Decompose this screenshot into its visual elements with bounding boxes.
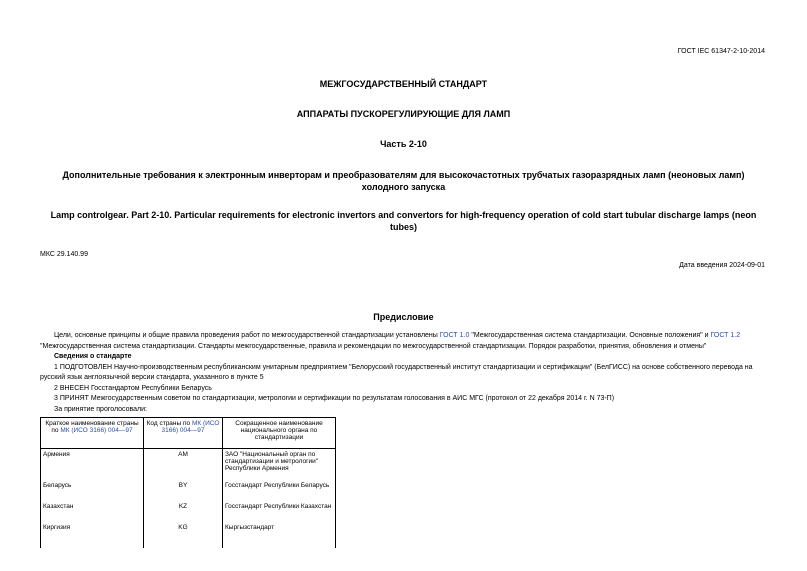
code-cell: KZ <box>144 501 223 522</box>
preface-paragraph <box>40 331 771 352</box>
mk-iso-link[interactable]: МК (ИСО 3166) 004—97 <box>60 427 133 434</box>
org-cell: Кыргызстандарт <box>223 522 336 548</box>
part-title: Часть 2-10 <box>380 139 427 149</box>
table-row <box>41 480 336 501</box>
subtitle-ru: Дополнительные требования к электронным инверторам и преобразователям для высокочастотных трубчатых газоразрядных ламп (неоновых ламп) холодного запуска <box>62 170 745 192</box>
gost-1-0-link[interactable]: ГОСТ 1.0 <box>439 332 470 339</box>
org-cell: Госстандарт Республики Казахстан <box>223 501 336 522</box>
org-cell: Госстандарт Республики Беларусь <box>223 480 336 501</box>
code-cell: AM <box>144 449 223 481</box>
country-cell: Казахстан <box>41 501 144 522</box>
table-row <box>41 449 336 481</box>
voting-table <box>40 417 336 548</box>
country-cell: Беларусь <box>41 480 144 501</box>
table-row <box>41 501 336 522</box>
text-span: "Межгосударственная система стандартизации. Стандарты межгосударственные, правила и рекомендации по межгосударственной стандартизации. Порядок разработки, принятия, обновления и отмены" <box>40 342 707 350</box>
intro-date: Дата введения 2024-09-01 <box>679 262 765 269</box>
code-cell: KG <box>144 522 223 548</box>
subtitle-en: Lamp controlgear. Part 2-10. Particular requirements for electronic invertors and convertors for high-frequency operation of cold start tubular discharge lamps (neon tubes) <box>50 210 757 232</box>
text-span: Краткое наименование страны по <box>45 420 139 434</box>
country-cell: Киргизия <box>41 522 144 548</box>
document-code: ГОСТ IEC 61347-2-10-2014 <box>677 48 765 55</box>
item-adopted: 3 ПРИНЯТ Межгосударственным советом по стандартизации, метрологии и сертификации по результатам голосования в АИС МГС (протокол от 22 декабря 2014 г. N 73-П) <box>54 395 615 402</box>
text-span: Цели, основные принципы и общие правила проведения работ по межгосударственной стандартизации установлены <box>54 332 440 339</box>
mks-code: МКС 29.140.99 <box>40 251 88 258</box>
info-heading: Сведения о стандарте <box>54 353 132 360</box>
mk-iso-link[interactable]: МК (ИСО 3166) 004—97 <box>161 420 220 434</box>
item-prepared: 1 ПОДГОТОВЛЕН Научно-производственным республиканским унитарным предприятием "Белорусский государственный институт стандартизации и сертификации" (БелГИСС) на основе собственного перевода на русский язык англоязычной версии стандарта, указанного в пункте 5 <box>40 363 753 381</box>
preface-body <box>40 331 771 415</box>
voted-label: За принятие проголосовали: <box>54 405 147 413</box>
interstate-standard-title: МЕЖГОСУДАРСТВЕННЫЙ СТАНДАРТ <box>319 79 488 89</box>
code-cell: BY <box>144 480 223 501</box>
table-row <box>41 522 336 548</box>
text-span: "Межгосударственная система стандартизации. Основные положения" и <box>469 332 711 339</box>
country-cell: Армения <box>41 449 144 481</box>
main-title: АППАРАТЫ ПУСКОРЕГУЛИРУЮЩИЕ ДЛЯ ЛАМП <box>296 109 511 119</box>
preface-heading: Предисловие <box>373 312 434 322</box>
item-introduced: 2 ВНЕСЕН Госстандартом Республики Беларусь <box>54 384 212 392</box>
header-code <box>144 418 223 449</box>
gost-1-2-link[interactable]: ГОСТ 1.2 <box>710 332 741 339</box>
org-cell: ЗАО "Национальный орган по стандартизации и метрологии" Республики Армения <box>223 449 336 481</box>
header-country <box>41 418 144 449</box>
text-span: Код страны по <box>146 420 192 427</box>
header-org: Сокращенное наименование национального органа по стандартизации <box>223 418 336 449</box>
table-header-row <box>41 418 336 449</box>
